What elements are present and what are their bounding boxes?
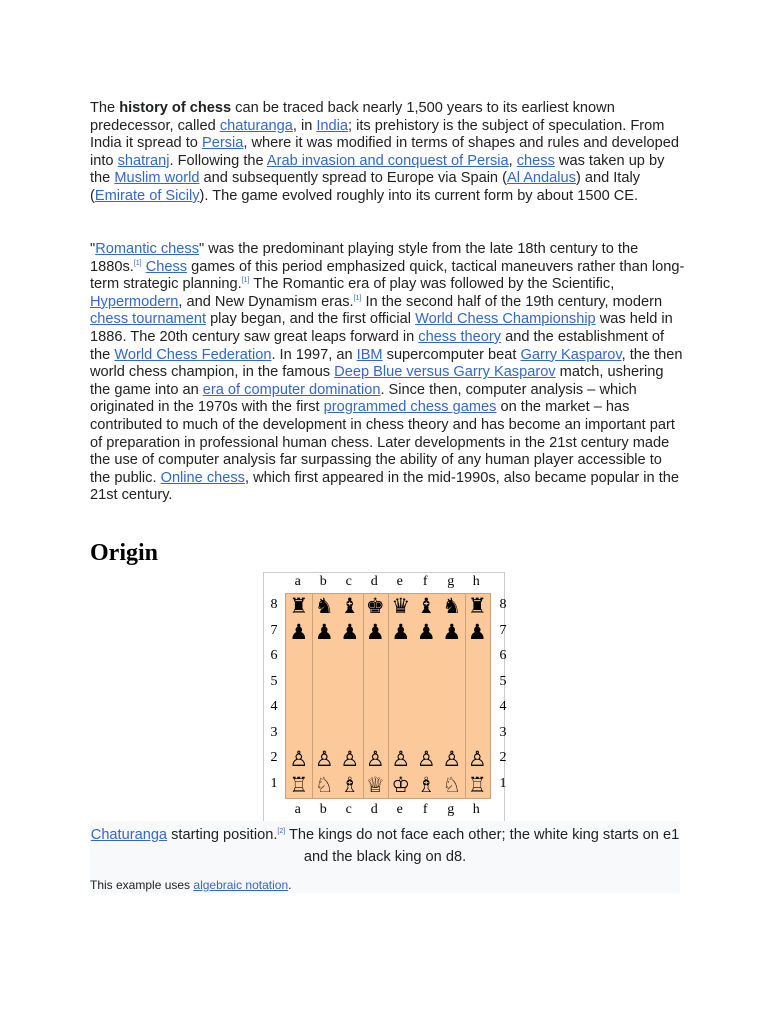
text: The — [90, 100, 120, 116]
text: The kings do not face each other; the white king starts on e1 and the black king on d8. — [285, 827, 680, 865]
chess-piece: ♜ — [289, 594, 309, 618]
file-label-top: c — [345, 574, 352, 589]
rank-label-left: 2 — [270, 750, 278, 765]
empty-square — [286, 722, 312, 748]
link-online-chess[interactable]: Online chess — [160, 469, 245, 486]
empty-square — [312, 671, 338, 697]
link-chess[interactable]: chess — [516, 152, 555, 169]
empty-square — [439, 722, 465, 748]
chess-piece: ♙ — [467, 747, 487, 771]
chess-piece: ♟ — [416, 619, 436, 644]
text: . In 1997, an — [271, 346, 357, 363]
chess-piece: ♞ — [314, 594, 334, 618]
chessboard — [285, 593, 491, 799]
chess-piece: ♗ — [340, 772, 360, 797]
empty-square — [465, 671, 491, 697]
file-label-bottom: e — [396, 802, 403, 817]
rank-label-right: 5 — [499, 673, 507, 689]
text: , and New Dynamism eras. — [178, 293, 354, 310]
chess-piece: ♟ — [314, 619, 334, 644]
reference-link[interactable]: [1] — [241, 277, 250, 285]
link-chess-theory[interactable]: chess theory — [418, 328, 502, 345]
empty-square — [337, 722, 363, 748]
rank-label-right: 2 — [499, 750, 507, 765]
link-chaturanga-caption[interactable]: Chaturanga — [90, 827, 168, 843]
text: match, ushering the game into an — [90, 364, 664, 398]
file-label-bottom: h — [472, 802, 480, 817]
empty-square — [465, 722, 491, 748]
link-romantic-chess[interactable]: Romantic chess — [95, 241, 200, 257]
file-label-bottom: d — [370, 802, 378, 817]
text: . Following the — [169, 152, 267, 169]
chess-piece: ♟ — [289, 619, 309, 644]
chess-piece: ♘ — [314, 772, 334, 797]
text: " — [90, 241, 96, 257]
chess-piece: ♟ — [467, 619, 487, 644]
text: ; its prehistory is the subject of speculation. From India it spread to — [90, 117, 665, 152]
chess-piece: ♙ — [391, 747, 411, 771]
rank-label-right: 8 — [499, 597, 507, 612]
file-label-top: f — [422, 574, 428, 589]
reference-link[interactable]: [2] — [277, 828, 286, 836]
file-label-top: g — [447, 574, 455, 589]
rank-label-left: 6 — [270, 648, 278, 663]
empty-square — [363, 645, 389, 671]
rank-label-right: 1 — [499, 775, 507, 791]
chess-piece: ♖ — [289, 772, 309, 797]
reference-link[interactable]: [1] — [353, 294, 362, 302]
rank-label-left: 8 — [270, 597, 278, 612]
link-programmed-chess-games[interactable]: programmed chess games — [323, 399, 497, 416]
text: was held in 1886. The 20th century saw great leaps forward in — [90, 311, 673, 345]
link-chess-tournament[interactable]: chess tournament — [90, 311, 207, 328]
empty-square — [439, 645, 465, 671]
empty-square — [286, 696, 312, 722]
rank-label-left: 7 — [270, 622, 278, 638]
section-heading-origin: Origin — [90, 540, 159, 566]
link-india[interactable]: India — [316, 117, 349, 134]
rank-label-right: 4 — [499, 699, 507, 714]
link-persia[interactable]: Persia — [201, 135, 244, 152]
chess-piece: ♙ — [340, 747, 360, 771]
chess-piece: ♝ — [416, 594, 436, 618]
link-world-chess-championship[interactable]: World Chess Championship — [415, 311, 596, 328]
file-label-bottom: g — [447, 802, 455, 817]
link-arab-invasion[interactable]: Arab invasion and conquest of Persia — [266, 152, 509, 169]
text: , where it was modified in terms of shapes and rules and developed into — [90, 135, 679, 169]
empty-square — [414, 696, 440, 722]
chess-piece: ♟ — [340, 619, 360, 644]
text: can be traced back nearly 1,500 years to its earliest known predecessor, called — [90, 100, 615, 134]
rank-label-left: 4 — [270, 699, 278, 714]
link-chaturanga[interactable]: chaturanga — [219, 117, 293, 134]
text: The Romantic era of play was followed by the Scientific, — [249, 276, 615, 293]
chess-piece: ♝ — [340, 594, 360, 618]
file-label-bottom: b — [319, 802, 327, 817]
text: ). The game evolved roughly into its current form by about 1500 CE. — [199, 187, 639, 204]
link-emirate-of-sicily[interactable]: Emirate of Sicily — [94, 187, 200, 204]
text: games of this period emphasized quick, tactical maneuvers rather than long-term strategic planning. — [90, 258, 685, 293]
file-label-top: e — [396, 574, 403, 589]
rank-label-left: 1 — [270, 775, 278, 791]
empty-square — [439, 696, 465, 722]
link-ibm[interactable]: IBM — [356, 346, 383, 363]
file-label-top: h — [472, 574, 480, 589]
link-chess[interactable]: Chess — [145, 258, 188, 275]
text: " was the predominant playing style from the late 18th century to the 1880s. — [90, 241, 639, 275]
chess-piece: ♟ — [365, 619, 385, 644]
chess-piece: ♞ — [442, 594, 462, 618]
text: This example uses — [90, 878, 194, 892]
figure-caption — [90, 824, 680, 868]
text: on the market – has contributed to much of the development in chess theory and has become an important part of preparation in professional human chess. Later developments in the 21st century made the use of computer analysis far surpassing the ability of any human player accessible to the public. — [90, 399, 675, 486]
chess-piece: ♛ — [391, 594, 411, 618]
chess-piece: ♖ — [467, 772, 487, 797]
rank-label-right: 3 — [499, 724, 507, 740]
chess-piece: ♗ — [416, 772, 436, 797]
rank-label-right: 7 — [499, 622, 507, 638]
empty-square — [414, 671, 440, 697]
file-label-top: a — [294, 574, 301, 589]
empty-square — [388, 671, 414, 697]
link-deep-blue-vs-kasparov[interactable]: Deep Blue versus Garry Kasparov — [334, 364, 556, 381]
text: . Since then, computer analysis – which originated in the 1970s with the first — [90, 381, 637, 416]
text: play began, and the first official — [206, 311, 416, 328]
empty-square — [439, 671, 465, 697]
reference-link[interactable]: [1] — [133, 259, 142, 267]
file-label-bottom: f — [422, 802, 428, 817]
empty-square — [286, 645, 312, 671]
empty-square — [388, 645, 414, 671]
text: was taken up by the — [90, 152, 665, 187]
empty-square — [312, 696, 338, 722]
empty-square — [388, 696, 414, 722]
link-era-of-computer-domination[interactable]: era of computer domination — [202, 381, 381, 398]
file-label-top: d — [370, 574, 378, 589]
text: In the second half of the 19th century, modern — [361, 293, 663, 310]
rank-label-left: 5 — [270, 673, 278, 689]
empty-square — [465, 696, 491, 722]
link-muslim-world[interactable]: Muslim world — [114, 170, 200, 187]
empty-square — [388, 722, 414, 748]
empty-square — [363, 696, 389, 722]
text: , the then world chess champion, in the famous — [90, 346, 683, 381]
empty-square — [414, 645, 440, 671]
empty-square — [414, 722, 440, 748]
link-algebraic-notation[interactable]: algebraic notation — [193, 878, 289, 892]
text: supercomputer beat — [382, 346, 521, 363]
rank-label-right: 6 — [499, 648, 507, 663]
text: starting position. — [167, 827, 278, 843]
romantic-era-paragraph — [90, 241, 686, 505]
empty-square — [337, 645, 363, 671]
figure-caption-box — [90, 821, 680, 893]
chess-piece: ♔ — [391, 772, 411, 797]
text: and the establishment of the — [90, 328, 665, 363]
text: and subsequently spread to Europe via Spain ( — [199, 170, 507, 187]
chess-piece: ♙ — [416, 747, 436, 771]
empty-square — [363, 722, 389, 748]
empty-square — [312, 645, 338, 671]
empty-square — [363, 671, 389, 697]
chess-piece: ♙ — [289, 747, 309, 771]
chess-piece: ♙ — [442, 747, 462, 771]
link-hypermodern[interactable]: Hypermodern — [90, 293, 179, 310]
file-label-bottom: c — [345, 802, 352, 817]
empty-square — [337, 671, 363, 697]
text: , in — [292, 117, 317, 134]
history-paragraph — [90, 100, 686, 206]
link-shatranj[interactable]: shatranj — [117, 152, 170, 169]
text: ) and Italy ( — [90, 170, 641, 204]
notation-note — [90, 878, 291, 892]
chess-piece: ♟ — [442, 619, 462, 644]
text: , which first appeared in the mid-1990s, also became popular in the 21st century. — [90, 469, 679, 504]
empty-square — [337, 696, 363, 722]
chess-piece: ♕ — [365, 772, 385, 797]
chess-piece: ♜ — [467, 594, 487, 618]
text: . — [288, 878, 292, 892]
text: , — [508, 152, 517, 169]
chessboard-diagram — [263, 572, 505, 822]
empty-square — [286, 671, 312, 697]
empty-square — [465, 645, 491, 671]
chess-piece: ♟ — [391, 619, 411, 644]
file-label-top: b — [319, 574, 327, 589]
chess-piece: ♘ — [442, 772, 462, 797]
empty-square — [312, 722, 338, 748]
link-garry-kasparov[interactable]: Garry Kasparov — [520, 346, 622, 363]
chess-piece: ♚ — [365, 594, 385, 618]
link-al-andalus[interactable]: Al Andalus — [506, 170, 576, 187]
bold-term: history of chess — [119, 100, 232, 116]
rank-label-left: 3 — [270, 724, 278, 740]
link-world-chess-federation[interactable]: World Chess Federation — [114, 346, 272, 363]
file-label-bottom: a — [294, 802, 301, 817]
chess-piece: ♙ — [314, 747, 334, 771]
chess-piece: ♙ — [365, 747, 385, 771]
